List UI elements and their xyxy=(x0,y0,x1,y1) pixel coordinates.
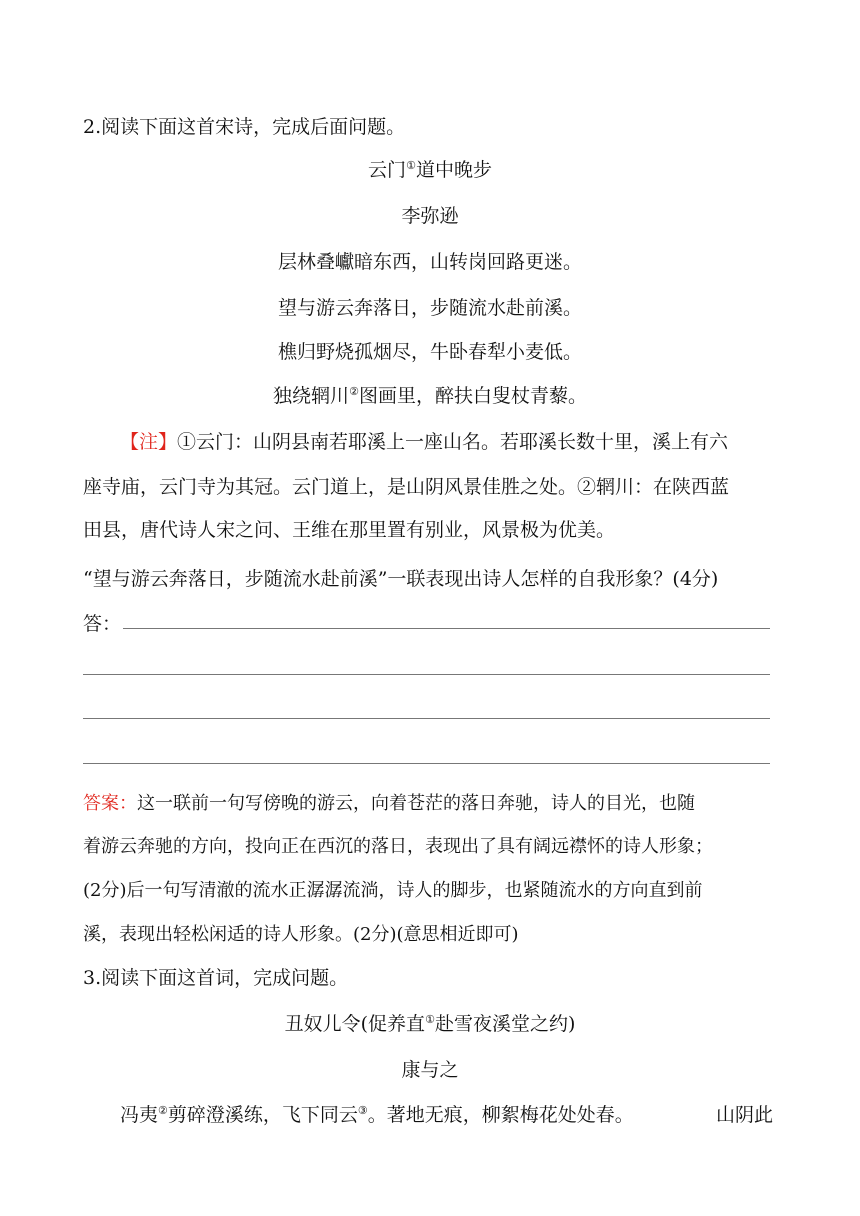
ci-title xyxy=(0,1012,860,1036)
poem-title-text-rest: 道中晚步 xyxy=(415,159,492,181)
poem-line-4-a: 独绕辋川 xyxy=(273,385,350,407)
answer-blank-line[interactable] xyxy=(83,718,770,719)
answer-blank-line[interactable] xyxy=(83,674,770,675)
annotation-text: ①云门：山阴县南若耶溪上一座山名。若耶溪长数十里，溪上有六 xyxy=(177,431,729,453)
answer-line-3: (2分)后一句写清澈的流水正潺潺流淌，诗人的脚步，也紧随流水的方向直到前 xyxy=(83,880,703,901)
answer-text: 这一联前一句写傍晚的游云，向着苍茫的落日奔驰，诗人的目光，也随 xyxy=(137,793,695,814)
ci-line-1-tail: 山阴此 xyxy=(716,1104,774,1126)
annotation-label: 【注】 xyxy=(120,431,178,453)
ci-line-1-c: 。著地无痕，柳絮梅花处处春。 xyxy=(367,1104,634,1126)
poem-line-4 xyxy=(0,384,860,408)
poem-title-text: 云门 xyxy=(368,159,407,181)
poem-line-3: 樵归野烧孤烟尽，牛卧春犁小麦低。 xyxy=(277,341,582,363)
ci-title-a: 丑奴儿令(促养直 xyxy=(284,1013,426,1035)
annotation-line-3: 田县，唐代诗人宋之问、王维在那里置有别业，风景极为优美。 xyxy=(83,519,616,541)
question-2-prompt: 2.阅读下面这首宋诗，完成后面问题。 xyxy=(83,116,406,138)
question-3-prompt: 3.阅读下面这首词，完成问题。 xyxy=(83,967,349,989)
answer-line-1 xyxy=(83,789,695,819)
poem-title xyxy=(0,158,860,182)
answer-blank-line[interactable] xyxy=(83,763,770,764)
ci-author: 康与之 xyxy=(401,1059,459,1081)
poem-line-4-b: 图画里，醉扶白叟杖青藜。 xyxy=(358,385,587,407)
ci-line-1 xyxy=(120,1103,634,1127)
question-2-text: “望与游云奔落日，步随流水赴前溪”一联表现出诗人怎样的自我形象？(4分) xyxy=(83,568,719,590)
answer-line-4: 溪，表现出轻松闲适的诗人形象。(2分)(意思相近即可) xyxy=(83,924,519,945)
poem-line-2: 望与游云奔落日，步随流水赴前溪。 xyxy=(277,297,582,319)
poem-author: 李弥逊 xyxy=(401,205,459,227)
annotation-line-2: 座寺庙，云门寺为其冠。云门道上，是山阴风景佳胜之处。②辋川：在陕西蓝 xyxy=(83,476,730,498)
answer-prefix: 答： xyxy=(83,613,122,635)
answer-line-2: 着游云奔驰的方向，投向正在西沉的落日，表现出了具有阔远襟怀的诗人形象； xyxy=(83,836,713,857)
poem-line-1: 层林叠巘暗东西，山转岗回路更迷。 xyxy=(277,251,582,273)
ci-line-1-b: 剪碎澄溪练，飞下同云 xyxy=(167,1104,358,1126)
ci-title-b: 赴雪夜溪堂之约) xyxy=(434,1013,576,1035)
annotation-line-1 xyxy=(120,430,728,454)
answer-label: 答案： xyxy=(83,793,137,814)
footnote-marker: ③ xyxy=(357,1104,368,1117)
footnote-marker: ② xyxy=(158,1104,168,1117)
ci-line-1-a: 冯夷 xyxy=(120,1104,159,1126)
footnote-marker: ② xyxy=(349,385,359,398)
footnote-marker: ① xyxy=(406,159,416,172)
answer-blank-line[interactable] xyxy=(123,628,770,629)
footnote-marker: ① xyxy=(425,1013,435,1026)
